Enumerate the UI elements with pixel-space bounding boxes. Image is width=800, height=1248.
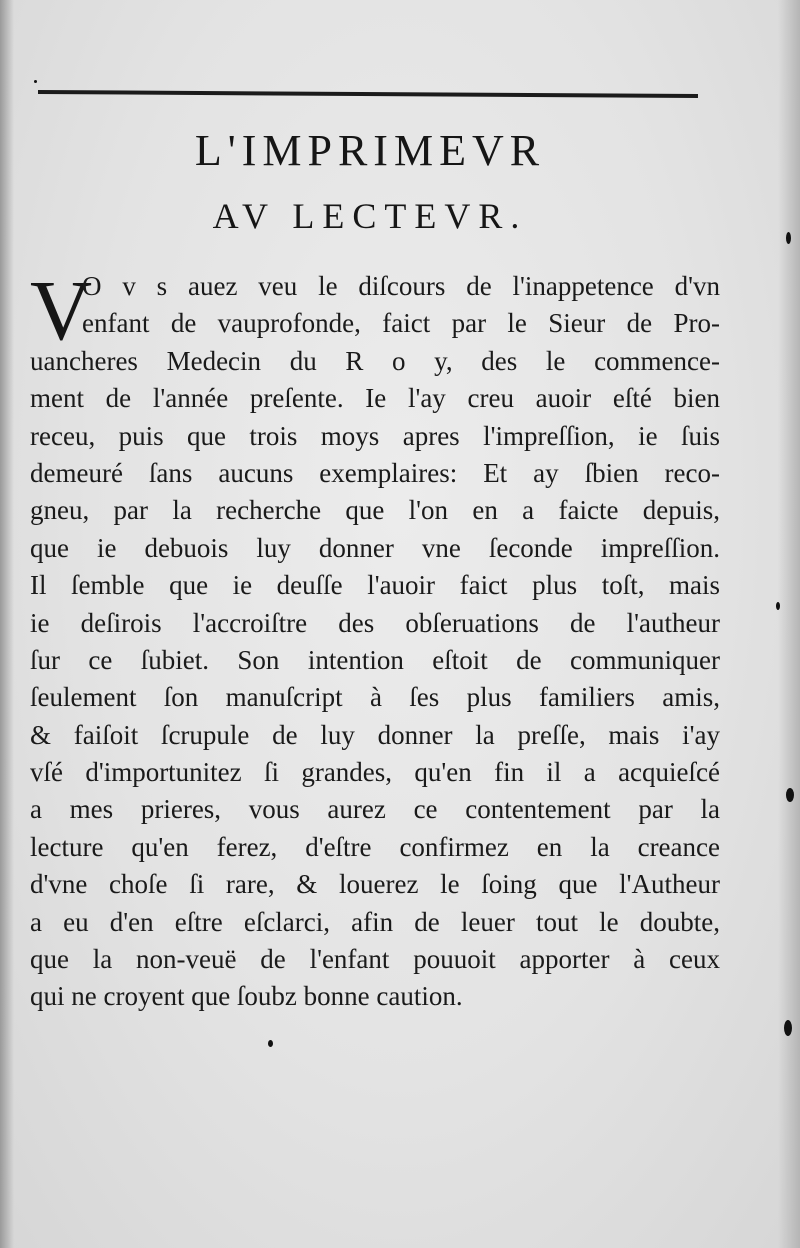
heading-line-1: L'IMPRIMEVR	[194, 126, 546, 175]
text-line: d'vne choſe ſi rare, & louerez le ſoing que l'Autheur	[30, 869, 720, 900]
text-line: lecture qu'en ferez, d'eſtre confirmez en la creance	[30, 831, 720, 862]
text-line: que la non-veuë de l'enfant pouuoit apporter à ceux	[30, 944, 720, 975]
text-line: Il ſemble que ie deuſſe l'auoir faict plus toſt, mais	[30, 570, 720, 601]
text-line: receu, puis que trois moys apres l'impreſſion, ie ſuis	[30, 420, 720, 451]
text-line: uancheres Medecin du R o y, des le commence-	[30, 345, 720, 376]
text-line: qui ne croyent que ſoubz bonne caution.	[30, 981, 463, 1012]
ink-speck	[776, 602, 780, 610]
heading-line-2: AV LECTEVR.	[212, 196, 528, 236]
text-line: O v s auez veu le diſcours de l'inappetence d'vn	[82, 271, 720, 301]
text-line: a eu d'en eſtre eſclarci, afin de leuer tout le doubte,	[30, 906, 720, 937]
ink-speck	[786, 788, 794, 802]
ink-speck	[784, 1020, 792, 1036]
text-line: ſeulement ſon manuſcript à ſes plus familiers amis,	[30, 682, 720, 713]
ink-speck	[34, 80, 37, 83]
text-line: gneu, par la recherche que l'on en a faicte depuis,	[30, 495, 720, 526]
text-line: enfant de vauprofonde, faict par le Sieur de Pro-	[82, 308, 720, 339]
text-line: demeuré ſans aucuns exemplaires: Et ay ſbien reco-	[30, 457, 720, 488]
page-edge-shadow-right	[778, 0, 800, 1248]
ink-speck	[268, 1040, 273, 1047]
text-line: vſé d'importunitez ſi grandes, qu'en fin il a acquieſcé	[30, 757, 720, 788]
text-line: ſur ce ſubiet. Son intention eſtoit de communiquer	[30, 644, 720, 675]
text-line: & faiſoit ſcrupule de luy donner la preſſe, mais i'ay	[30, 719, 720, 750]
text-line: a mes prieres, vous aurez ce contentement par la	[30, 794, 720, 825]
drop-cap: V	[30, 262, 93, 358]
ink-speck	[786, 232, 791, 244]
text-line: ie deſirois l'accroiſtre des obſeruations de l'autheur	[30, 607, 720, 638]
text-line: ment de l'année preſente. Ie l'ay creu auoir eſté bien	[30, 383, 720, 414]
header-rule	[38, 90, 698, 98]
page-edge-shadow-left	[0, 0, 14, 1248]
text-line: que ie debuois luy donner vne ſeconde impreſſion.	[30, 532, 720, 563]
body-text	[30, 262, 720, 1016]
